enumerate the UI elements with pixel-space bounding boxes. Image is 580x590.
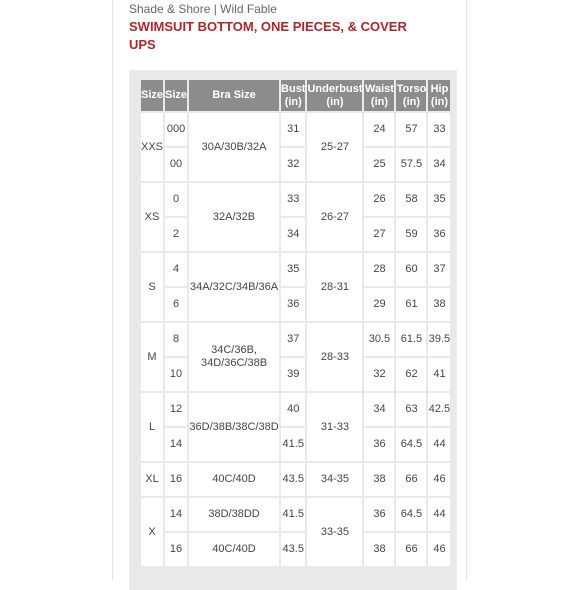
- torso-cell: 57.5: [396, 148, 426, 181]
- column-header: [141, 80, 163, 111]
- table-row: [141, 148, 450, 181]
- torso-cell: 57: [396, 113, 426, 146]
- bra-size-cell: 34C/36B, 34D/36C/38B: [189, 323, 279, 391]
- hip-cell: 37: [428, 253, 450, 286]
- table-row: [141, 288, 450, 321]
- waist-cell: 24: [364, 113, 394, 146]
- hip-cell: 39.5: [428, 323, 450, 356]
- size-letter-cell: XXS: [141, 113, 163, 181]
- size-letter-cell: L: [141, 393, 163, 461]
- underbust-cell: 31-33: [307, 393, 362, 461]
- table-row: [141, 218, 450, 251]
- table-row: [141, 183, 450, 216]
- waist-cell: 28: [364, 253, 394, 286]
- size-number-cell: 14: [165, 498, 187, 531]
- torso-cell: 64.5: [396, 498, 426, 531]
- waist-cell: 38: [364, 533, 394, 566]
- size-letter-cell: X: [141, 498, 163, 566]
- waist-cell: 26: [364, 183, 394, 216]
- column-header: [165, 80, 187, 111]
- bust-cell: 43.5: [281, 533, 305, 566]
- torso-cell: 63: [396, 393, 426, 426]
- waist-cell: 36: [364, 428, 394, 461]
- bust-cell: 33: [281, 183, 305, 216]
- column-header-unit: (in): [284, 95, 302, 108]
- column-header: [307, 80, 362, 111]
- table-row: [141, 323, 450, 356]
- waist-cell: 32: [364, 358, 394, 391]
- table-row: [141, 393, 450, 426]
- size-number-cell: 2: [165, 218, 187, 251]
- column-header-label: Size: [165, 89, 188, 101]
- column-header-label: Torso: [396, 82, 427, 95]
- hip-cell: 44: [428, 428, 450, 461]
- bust-cell: 39: [281, 358, 305, 391]
- column-header-unit: (in): [430, 95, 449, 108]
- bust-cell: 32: [281, 148, 305, 181]
- waist-cell: 36: [364, 498, 394, 531]
- page-title: SWIMSUIT BOTTOM, ONE PIECES, & COVER UPS: [129, 19, 407, 52]
- underbust-cell: 25-27: [307, 113, 362, 181]
- size-number-cell: 4: [165, 253, 187, 286]
- page-border-left: [112, 0, 113, 580]
- hip-cell: 35: [428, 183, 450, 216]
- torso-cell: 59: [396, 218, 426, 251]
- bust-cell: 43.5: [281, 463, 305, 496]
- size-letter-cell: XS: [141, 183, 163, 251]
- table-body: [141, 113, 450, 566]
- bust-cell: 35: [281, 253, 305, 286]
- column-header-label: Bra Size: [212, 89, 256, 101]
- column-header-label: Underbust: [307, 82, 363, 95]
- torso-cell: 62: [396, 358, 426, 391]
- column-header: [189, 80, 279, 111]
- table-row: [141, 498, 450, 531]
- torso-cell: 64.5: [396, 428, 426, 461]
- torso-cell: 61: [396, 288, 426, 321]
- torso-cell: 61.5: [396, 323, 426, 356]
- hip-cell: 46: [428, 533, 450, 566]
- size-letter-cell: XL: [141, 463, 163, 496]
- hip-cell: 33: [428, 113, 450, 146]
- size-number-cell: 12: [165, 393, 187, 426]
- size-number-cell: 8: [165, 323, 187, 356]
- table-row: [141, 253, 450, 286]
- waist-cell: 27: [364, 218, 394, 251]
- column-header-unit: (in): [326, 95, 344, 108]
- bust-cell: 36: [281, 288, 305, 321]
- size-number-cell: 16: [165, 463, 187, 496]
- column-header: [396, 80, 426, 111]
- waist-cell: 34: [364, 393, 394, 426]
- bra-size-cell: 40C/40D: [189, 533, 279, 566]
- column-header: [428, 80, 450, 111]
- column-header: [281, 80, 305, 111]
- table-row: [141, 428, 450, 461]
- table-row: [141, 533, 450, 566]
- bust-cell: 31: [281, 113, 305, 146]
- torso-cell: 60: [396, 253, 426, 286]
- bra-size-cell: 38D/38DD: [189, 498, 279, 531]
- size-number-cell: 16: [165, 533, 187, 566]
- size-number-cell: 000: [165, 113, 187, 146]
- bra-size-cell: 34A/32C/34B/36A: [189, 253, 279, 321]
- bra-size-cell: 32A/32B: [189, 183, 279, 251]
- torso-cell: 66: [396, 463, 426, 496]
- bust-cell: 34: [281, 218, 305, 251]
- underbust-cell: 26-27: [307, 183, 362, 251]
- column-header-unit: (in): [402, 95, 421, 108]
- size-letter-cell: S: [141, 253, 163, 321]
- column-header: [364, 80, 394, 111]
- table-row: [141, 463, 450, 496]
- hip-cell: 36: [428, 218, 450, 251]
- hip-cell: 42.5: [428, 393, 450, 426]
- hip-cell: 46: [428, 463, 450, 496]
- bust-cell: 40: [281, 393, 305, 426]
- waist-cell: 29: [364, 288, 394, 321]
- hip-cell: 41: [428, 358, 450, 391]
- size-chart-table: [139, 78, 452, 568]
- size-number-cell: 6: [165, 288, 187, 321]
- underbust-cell: 28-33: [307, 323, 362, 391]
- hip-cell: 44: [428, 498, 450, 531]
- size-number-cell: 00: [165, 148, 187, 181]
- underbust-cell: 33-35: [307, 498, 362, 566]
- torso-cell: 58: [396, 183, 426, 216]
- table-row: [141, 113, 450, 146]
- column-header-label: Hip: [430, 82, 449, 95]
- column-header-label: Bust: [281, 82, 306, 95]
- table-row: [141, 358, 450, 391]
- size-letter-cell: M: [141, 323, 163, 391]
- bust-cell: 41.5: [281, 428, 305, 461]
- waist-cell: 30.5: [364, 323, 394, 356]
- torso-cell: 66: [396, 533, 426, 566]
- column-header-label: Waist: [365, 82, 394, 95]
- waist-cell: 38: [364, 463, 394, 496]
- column-header-unit: (in): [370, 95, 389, 108]
- bust-cell: 37: [281, 323, 305, 356]
- hip-cell: 38: [428, 288, 450, 321]
- column-header-label: Size: [141, 89, 164, 101]
- brand-line: Shade & Shore | Wild Fable: [129, 2, 277, 16]
- hip-cell: 34: [428, 148, 450, 181]
- table-header: [141, 80, 450, 111]
- waist-cell: 25: [364, 148, 394, 181]
- bra-size-cell: 30A/30B/32A: [189, 113, 279, 181]
- bust-cell: 41.5: [281, 498, 305, 531]
- underbust-cell: 34-35: [307, 463, 362, 496]
- size-number-cell: 14: [165, 428, 187, 461]
- bra-size-cell: 40C/40D: [189, 463, 279, 496]
- underbust-cell: 28-31: [307, 253, 362, 321]
- size-number-cell: 0: [165, 183, 187, 216]
- bra-size-cell: 36D/38B/38C/38D: [189, 393, 279, 461]
- header-row: [141, 80, 450, 111]
- page-border-right: [466, 0, 467, 580]
- size-number-cell: 10: [165, 358, 187, 391]
